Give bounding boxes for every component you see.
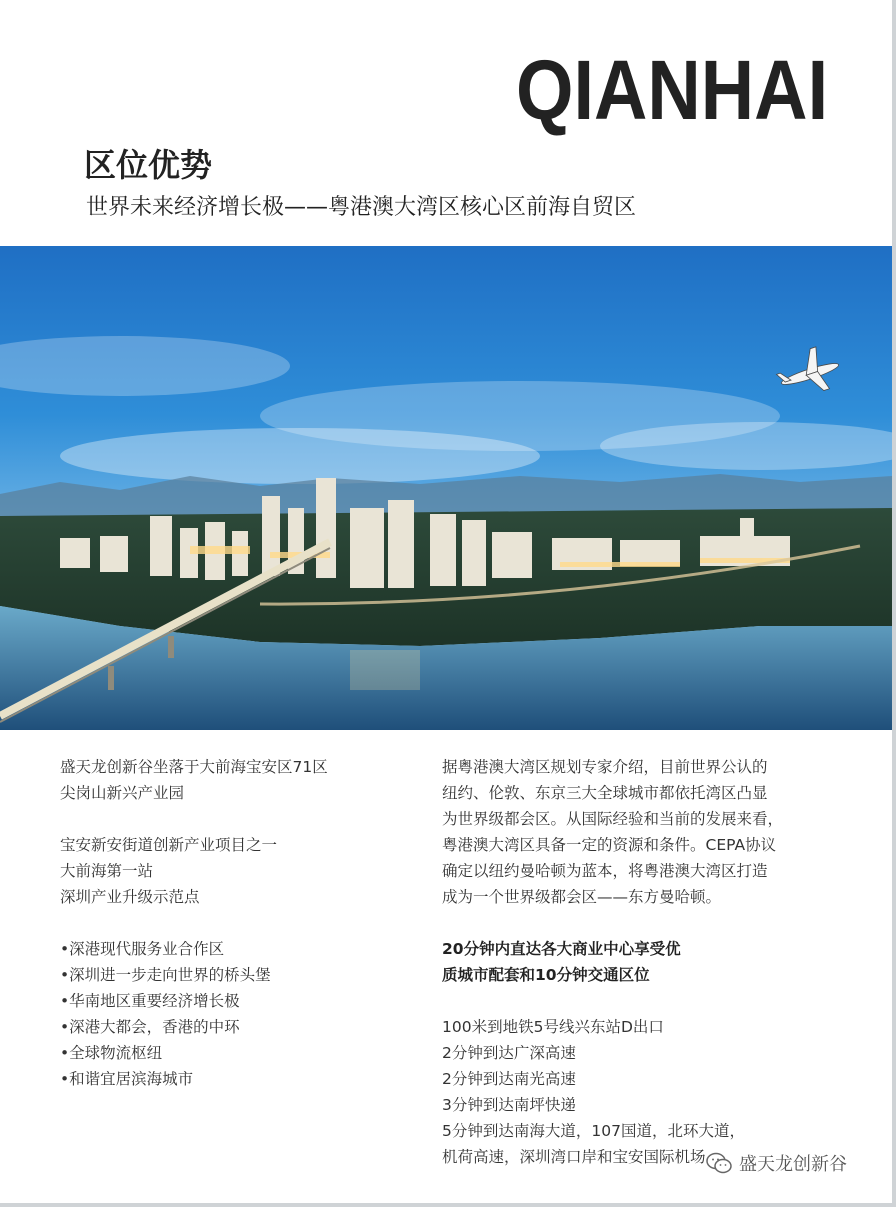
bullet-item: •全球物流枢纽 — [60, 1044, 163, 1062]
point-line: 深圳产业升级示范点 — [60, 888, 200, 906]
bullet-item: •华南地区重要经济增长极 — [60, 992, 240, 1010]
paragraph-line: 据粤港澳大湾区规划专家介绍，目前世界公认的 — [442, 758, 768, 776]
paragraph-line: 确定以纽约曼哈顿为蓝本，将粤港澳大湾区打造 — [442, 862, 768, 880]
transport-line: 5分钟到达南海大道，107国道，北环大道， — [442, 1122, 745, 1140]
bullet-item: •和谐宜居滨海城市 — [60, 1070, 194, 1088]
paragraph-line: 粤港澳大湾区具备一定的资源和条件。CEPA协议 — [442, 836, 777, 854]
bullet-item: •深港大都会，香港的中环 — [60, 1018, 240, 1036]
brand-word: QIANHAI — [516, 43, 829, 137]
paragraph-line: 纽约、伦敦、东京三大全球城市都依托湾区凸显 — [442, 784, 768, 802]
paragraph-line: 为世界级都会区。从国际经验和当前的发展来看， — [442, 810, 784, 828]
intro-line: 盛天龙创新谷坐落于大前海宝安区71区 — [60, 758, 328, 776]
left-column — [60, 754, 420, 1092]
point-line: 宝安新安街道创新产业项目之一 — [60, 836, 278, 854]
paragraph-line: 成为一个世界级都会区——东方曼哈顿。 — [442, 888, 722, 906]
bullet-item: •深圳进一步走向世界的桥头堡 — [60, 966, 271, 984]
bullet-item: •深港现代服务业合作区 — [60, 940, 225, 958]
highlight-line: 20分钟内直达各大商业中心享受优 — [442, 940, 681, 958]
transport-line: 100米到地铁5号线兴东站D出口 — [442, 1018, 664, 1036]
city-panorama-image — [0, 246, 892, 730]
wechat-icon — [705, 1151, 733, 1175]
watermark — [705, 1150, 847, 1176]
page-subtitle: 世界未来经济增长极——粤港澳大湾区核心区前海自贸区 — [86, 195, 637, 220]
right-column — [442, 754, 842, 1170]
page-title: 区位优势 — [84, 146, 213, 184]
transport-line: 机荷高速，深圳湾口岸和宝安国际机场 — [442, 1148, 706, 1166]
intro-line: 尖岗山新兴产业园 — [60, 784, 185, 802]
watermark-text: 盛天龙创新谷 — [739, 1154, 847, 1175]
point-line: 大前海第一站 — [60, 862, 154, 880]
transport-line: 2分钟到达南光高速 — [442, 1070, 576, 1088]
transport-line: 3分钟到达南坪快递 — [442, 1096, 576, 1114]
highlight-line: 质城市配套和10分钟交通区位 — [442, 966, 650, 984]
transport-line: 2分钟到达广深高速 — [442, 1044, 576, 1062]
